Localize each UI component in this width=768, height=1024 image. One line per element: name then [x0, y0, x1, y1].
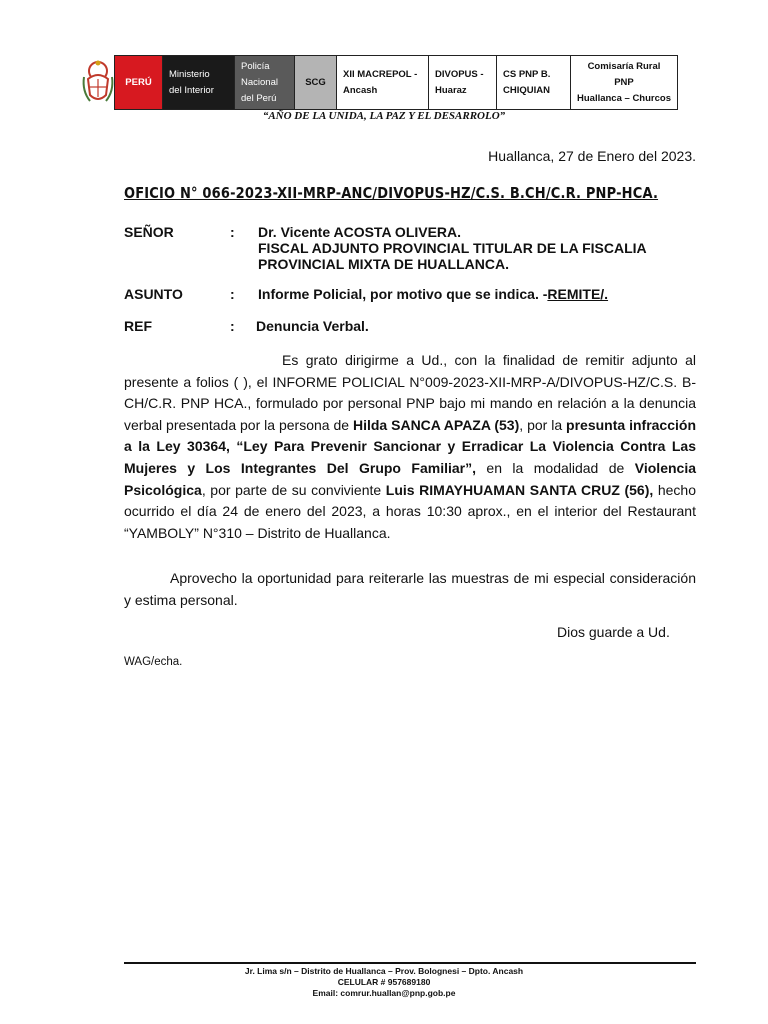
subject-label: ASUNTO — [124, 286, 183, 302]
footer-phone: CELULAR # 957689180 — [337, 977, 431, 987]
recipient-title-1: FISCAL ADJUNTO PROVINCIAL TITULAR DE LA FISCALIA — [258, 240, 647, 256]
header-peru: PERÚ — [115, 56, 163, 109]
footer-divider — [124, 962, 696, 964]
law-reference: presunta infracción a la Ley 30364, “Ley Para Prevenir Sancionar y Erradicar La Violencia Contra Las Mujeres y Los Integrantes Del Grupo Familiar”, — [124, 416, 696, 476]
peru-coat-of-arms-icon — [80, 57, 116, 107]
reference-initials: WAG/echa. — [124, 656, 183, 668]
institutional-header — [114, 55, 678, 110]
header-scg: SCG — [295, 56, 337, 109]
recipient-label: SEÑOR — [124, 224, 174, 240]
reference-label: REF — [124, 318, 152, 334]
header-macrepol: XII MACREPOL - Ancash — [337, 56, 429, 109]
header-ministerio: Ministerio del Interior — [163, 56, 235, 109]
place-date: Huallanca, 27 de Enero del 2023. — [488, 148, 696, 164]
accused-name: Luis RIMAYHUAMAN SANTA CRUZ (56), — [385, 481, 654, 498]
body-paragraph-1: Es grato dirigirme a Ud., con la finalidad de remitir adjunto al presente a folios ( ), el INFORME POLICIAL N°009-2023-XII-MRP-A/DIVOPUS-HZ/C.S. B-CH/C.R. PNP HCA., formulado por personal PNP bajo mi mando en relación a la denuncia verbal presentada por la persona de Hilda SANCA APAZA (53), por la presunta infracción a la Ley 30364, “Ley Para Prevenir Sancionar y Erradicar La Violencia Contra Las Mujeres y Los Integrantes Del Grupo Familiar”, en la modalidad de Violencia Psicológica, por parte de su conviviente Luis RIMAYHUAMAN SANTA CRUZ (56), hecho ocurrido el día 24 de enero del 2023, a horas 10:30 aprox., en el interior del Restaurant “YAMBOLY” N°310 – Distrito de Huallanca. — [124, 352, 696, 541]
header-cs: CS PNP B. CHIQUIAN — [497, 56, 571, 109]
reference-colon: : — [230, 318, 235, 334]
oficio-number: OFICIO N° 066-2023-XII-MRP-ANC/DIVOPUS-HZ/C.S. B.CH/C.R. PNP-HCA. — [124, 184, 659, 202]
year-motto: “AÑO DE LA UNIDA, LA PAZ Y EL DESARROLO” — [262, 110, 506, 122]
recipient-title-2: PROVINCIAL MIXTA DE HUALLANCA. — [258, 256, 509, 272]
violence-type: Violencia Psicológica — [124, 459, 696, 498]
header-divopus: DIVOPUS - Huaraz — [429, 56, 497, 109]
subject-value: Informe Policial, por motivo que se indica. -REMITE/. — [258, 286, 609, 302]
body-paragraph-2: Aprovecho la oportunidad para reiterarle las muestras de mi especial consideración y estima personal. — [124, 570, 696, 608]
closing-salutation: Dios guarde a Ud. — [557, 624, 670, 640]
complainant-name: Hilda SANCA APAZA (53) — [352, 416, 520, 433]
recipient-colon: : — [230, 224, 235, 240]
subject-colon: : — [230, 286, 235, 302]
subject-remite: REMITE/. — [547, 286, 609, 302]
reference-value: Denuncia Verbal. — [256, 318, 369, 334]
footer-email: Email: comrur.huallan@pnp.gob.pe — [312, 988, 456, 998]
header-comisaria: Comisaría Rural PNP Huallanca – Churcos — [571, 56, 677, 109]
header-policia: Policía Nacional del Perú — [235, 56, 295, 109]
footer-address: Jr. Lima s/n – Distrito de Huallanca – Prov. Bolognesi – Dpto. Ancash — [244, 966, 524, 976]
recipient-name: Dr. Vicente ACOSTA OLIVERA. — [258, 224, 462, 240]
recipient-value — [258, 224, 758, 272]
